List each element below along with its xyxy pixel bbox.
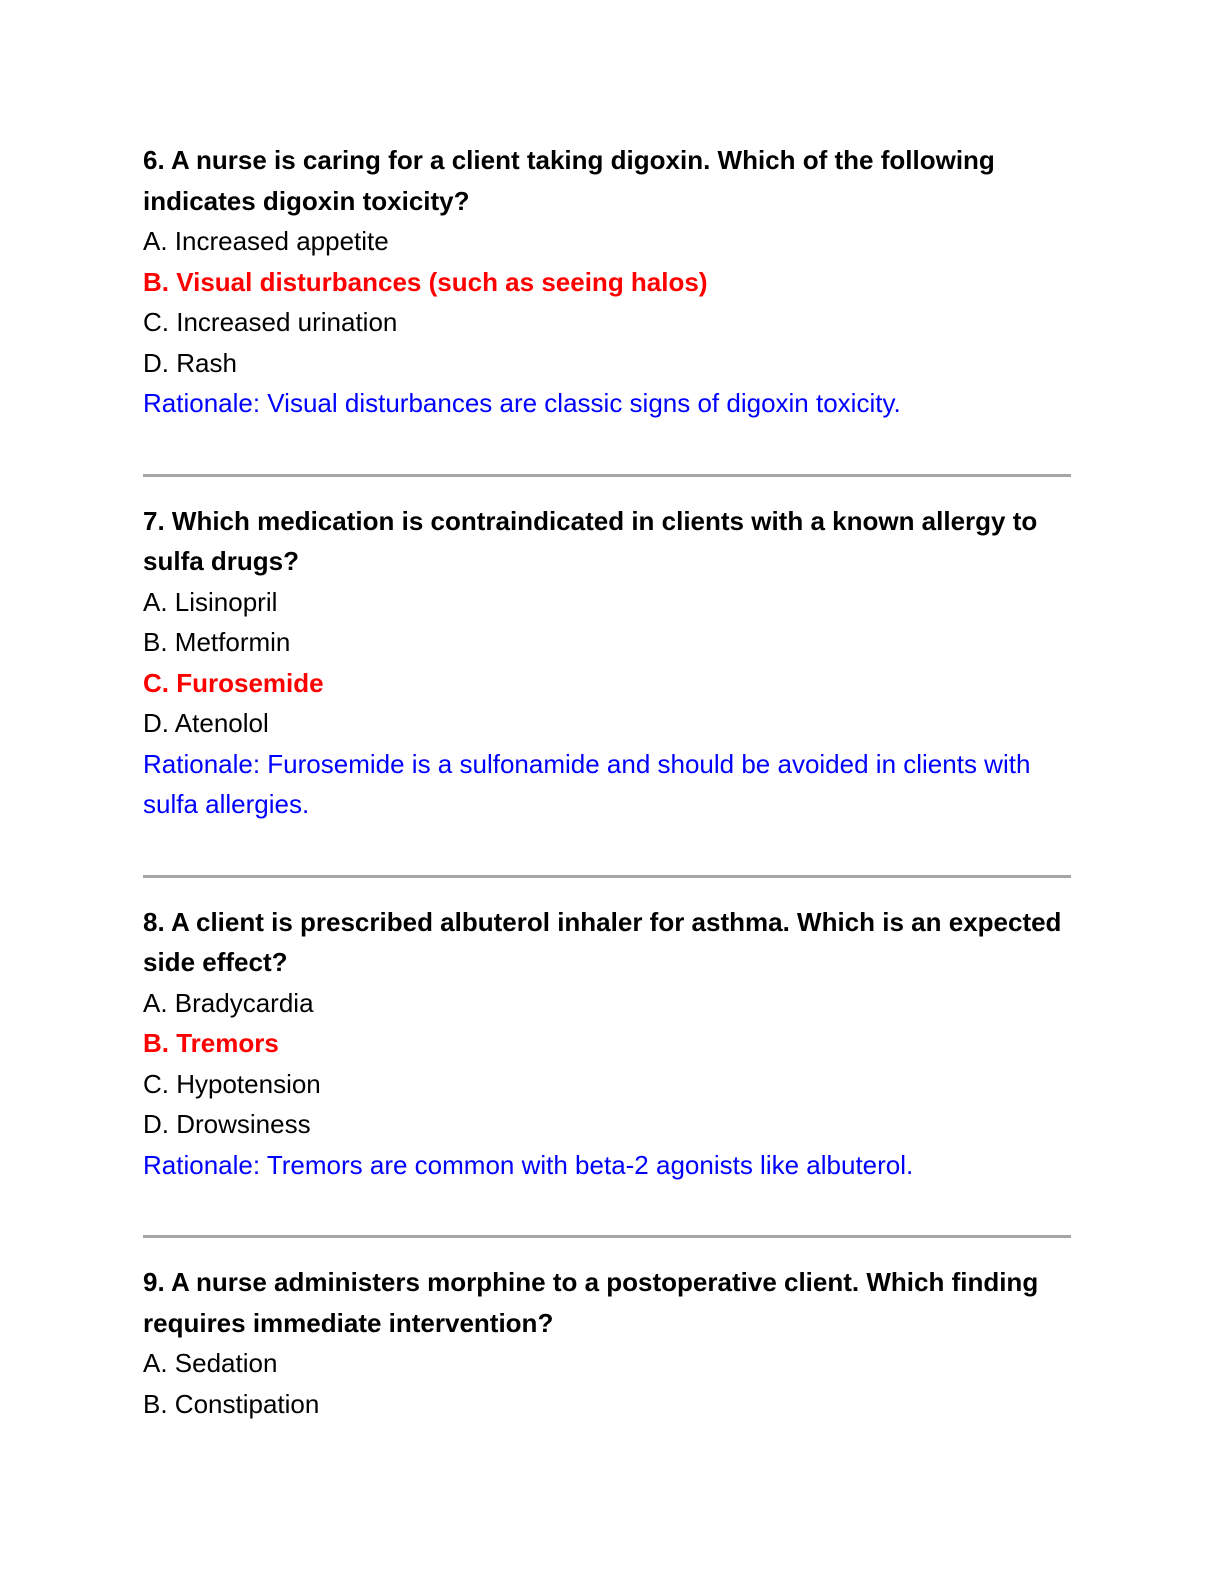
- option-c-correct: C. Furosemide: [143, 667, 324, 698]
- option-c: C. Hypotension: [143, 1068, 321, 1099]
- question-block-6: [143, 140, 1073, 424]
- question-text: 6. A nurse is caring for a client taking digoxin. Which of the following indicates digoxin toxicity?: [143, 145, 995, 216]
- option-b-correct: B. Visual disturbances (such as seeing halos): [143, 266, 708, 297]
- option-a: A. Increased appetite: [143, 226, 389, 256]
- option-b: B. Constipation: [143, 1388, 320, 1419]
- rationale-text: Rationale: Tremors are common with beta-2 agonists like albuterol.: [143, 1149, 914, 1180]
- option-d: D. Drowsiness: [143, 1109, 311, 1139]
- document-page: [143, 140, 1073, 1424]
- question-block-9: [143, 1262, 1073, 1424]
- option-a: A. Lisinopril: [143, 586, 278, 617]
- option-d: D. Rash: [143, 347, 237, 378]
- question-text: 8. A client is prescribed albuterol inhaler for asthma. Which is an expected side effect?: [143, 906, 1062, 977]
- option-d: D. Atenolol: [143, 708, 269, 738]
- option-c: C. Increased urination: [143, 307, 398, 337]
- question-block-8: [143, 902, 1073, 1186]
- question-text: 7. Which medication is contraindicated in clients with a known allergy to sulfa drugs?: [143, 505, 1038, 576]
- question-text: 9. A nurse administers morphine to a postoperative client. Which finding requires immediate intervention?: [143, 1267, 1039, 1338]
- option-b-correct: B. Tremors: [143, 1028, 279, 1058]
- option-a: A. Sedation: [143, 1348, 278, 1378]
- option-a: A. Bradycardia: [143, 987, 314, 1018]
- rationale-text: Rationale: Furosemide is a sulfonamide and should be avoided in clients with sulfa allergies.: [143, 748, 1031, 819]
- rationale-text: Rationale: Visual disturbances are classic signs of digoxin toxicity.: [143, 388, 901, 418]
- option-b: B. Metformin: [143, 627, 291, 657]
- question-block-7: [143, 501, 1073, 825]
